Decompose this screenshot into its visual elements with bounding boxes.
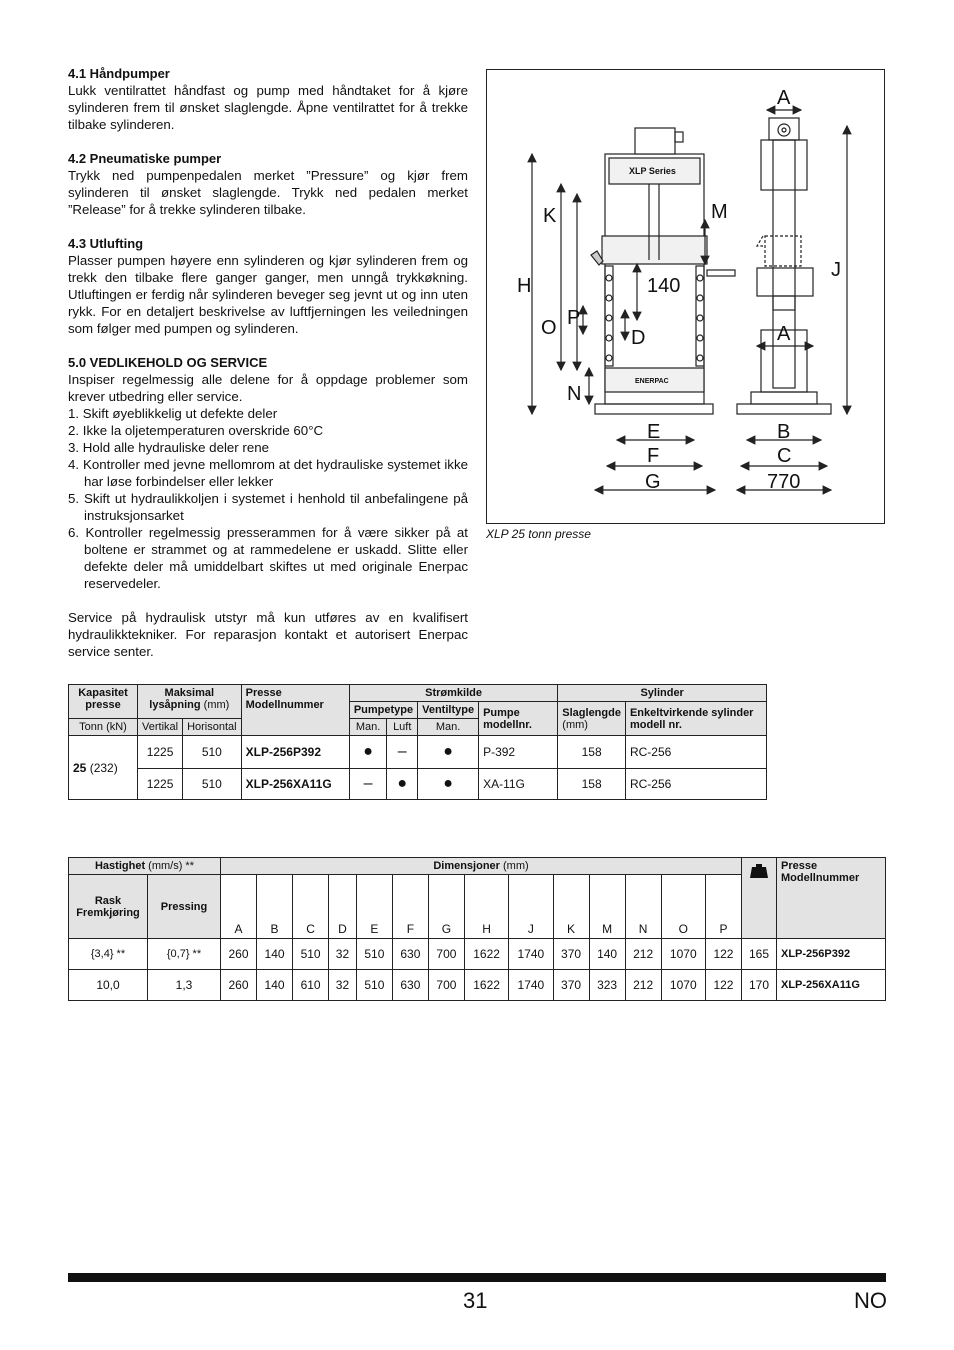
table-cell: 1225 (138, 736, 183, 769)
dim-label-n: N (567, 383, 582, 405)
dim-label-c: C (777, 445, 792, 467)
para-bleeding: Plasser pumpen høyere enn sylinderen og kjør sylinderen frem og trekk den tilbake flere ganger ganger, men unngå trykkøkning. Utluftingen er ferdig når sylinderen beveger seg jevnt ut og inn uten rykk. For en detaljert beskrivelse av luftfjerningen les veiledningen som følger med pumpen og sylinderen. (68, 253, 468, 336)
th-rask: Rask Fremkjøring (69, 875, 148, 939)
table-cell: 370 (553, 939, 589, 970)
dim-label-a-top: A (777, 87, 791, 109)
table-cell: ● (349, 736, 387, 769)
th-dim-col: N (625, 875, 661, 939)
table-cell: 10,0 (69, 970, 148, 1001)
table-cell: 510 (356, 939, 392, 970)
table-cell: {0,7} ** (148, 939, 221, 970)
page-number: 31 (463, 1288, 488, 1313)
enerpac-logo: ENERPAC (635, 378, 669, 385)
table-cell: 1070 (661, 939, 705, 970)
dim-label-b: B (777, 421, 791, 443)
table-cell: ● (418, 736, 479, 769)
th-horisontal: Horisontal (183, 719, 242, 736)
table-cell: 212 (625, 939, 661, 970)
maintenance-list (68, 405, 468, 592)
xlp-logo: XLP Series (629, 166, 676, 176)
dim-label-o: O (541, 317, 557, 339)
table-cell: 510 (183, 736, 242, 769)
th-maksimal (138, 685, 242, 719)
th-dim-col: H (464, 875, 508, 939)
table-cell: 700 (428, 939, 464, 970)
dim-label-a-mid: A (777, 323, 791, 345)
table-cell: – (349, 769, 387, 800)
th-weight (742, 858, 777, 939)
dim-label-m: M (711, 201, 728, 223)
para-pneumatic-pumps: Trykk ned pumpenpedalen merket ”Pressure” og kjør frem sylinderen til ønsket slaglengde. Trykk ned pedalen merket ”Release” for å trekke sylinderen tilbake. (68, 168, 468, 217)
dim-label-140: 140 (647, 275, 681, 297)
th-dim-col: B (257, 875, 293, 939)
para-maintenance: Inspiser regelmessig alle delene for å oppdage problemer som krever utbedring eller service. (68, 372, 468, 404)
th-dim-col: M (589, 875, 625, 939)
th-man: Man. (349, 719, 387, 736)
th-man-valve: Man. (418, 719, 479, 736)
th-luft: Luft (387, 719, 418, 736)
list-item: 1. Skift øyeblikkelig ut defekte deler (68, 406, 278, 421)
table-cell-model: XLP-256XA11G (777, 970, 886, 1001)
dim-label-j: J (831, 259, 841, 281)
table-cell: 32 (329, 970, 357, 1001)
table-cell: 700 (428, 970, 464, 1001)
service-note: Service på hydraulisk utstyr må kun utføres av en kvalifisert hydraulikktekniker. For reparasjon kontakt et autorisert Enerpac service senter. (68, 610, 468, 659)
table-cell: – (387, 736, 418, 769)
th-lysapning-label: lysåpning (149, 699, 201, 711)
dim-label-e: E (647, 421, 661, 443)
th-dim-col: J (509, 875, 553, 939)
table-cell: ● (418, 769, 479, 800)
table-cell-model: XLP-256P392 (777, 939, 886, 970)
table-cell: 630 (392, 939, 428, 970)
list-item: 4. Kontroller med jevne mellomrom at det hydrauliske systemet ikke har løse forbindelser eller lekker (68, 457, 468, 489)
th-enkeltvirkende: Enkeltvirkende sylinder modell nr. (625, 702, 766, 736)
th-hastighet-label: Hastighet (94, 860, 146, 872)
th-dim-col: E (356, 875, 392, 939)
th-tonn: Tonn (kN) (69, 719, 138, 736)
table-cell: 32 (329, 939, 357, 970)
dim-label-p: P (567, 307, 581, 329)
language-code: NO (854, 1288, 887, 1313)
th-kapasitet: Kapasitet presse (69, 685, 138, 719)
table-cell: 158 (558, 736, 626, 769)
table-cell: 610 (293, 970, 329, 1001)
th-hastighet-unit: (mm/s) ** (148, 860, 194, 872)
table-cell: 212 (625, 970, 661, 1001)
th-presse-model: Presse Modellnummer (241, 685, 349, 736)
table-cell: RC-256 (625, 769, 766, 800)
dim-label-f: F (647, 445, 660, 467)
press-drawing (487, 70, 884, 523)
th-dim-col: K (553, 875, 589, 939)
heading-maintenance: 5.0 VEDLIKEHOLD OG SERVICE (68, 355, 268, 370)
th-pressing: Pressing (148, 875, 221, 939)
table-cell: 1070 (661, 970, 705, 1001)
para-hand-pumps: Lukk ventilrattet håndfast og pump med håndtaket for å kjøre sylinderen frem til ønsket slaglengde. Åpne ventilrattet for å trekke tilbake sylinderen. (68, 83, 468, 132)
dimensions-table (68, 857, 886, 1001)
table-cell: ● (387, 769, 418, 800)
table-cell: XA-11G (479, 769, 558, 800)
th-dimensjoner-label: Dimensjoner (433, 860, 500, 872)
table-cell: 122 (705, 970, 741, 1001)
table-cell: 140 (589, 939, 625, 970)
table-cell: 323 (589, 970, 625, 1001)
weight-icon (749, 860, 769, 880)
th-dim-col: D (329, 875, 357, 939)
press-diagram (486, 69, 885, 524)
th-vertikal: Vertikal (138, 719, 183, 736)
th-dimensjoner (221, 858, 742, 875)
table-cell: 1225 (138, 769, 183, 800)
list-item: 6. Kontroller regelmessig presserammen for å være sikker på at boltene er strammet og at rammedelene er uskadd. Slitte eller defekte deler må umiddelbart skiftes ut med originale Enerpac reservedeler. (68, 525, 468, 591)
footer-rule (68, 1273, 886, 1282)
capacity-tonn: 25 (73, 760, 87, 775)
table-cell: 165 (742, 939, 777, 970)
th-dimensjoner-unit: (mm) (503, 860, 529, 872)
th-dim-col: F (392, 875, 428, 939)
table-cell: 1622 (464, 970, 508, 1001)
table-cell: RC-256 (625, 736, 766, 769)
table-cell: 260 (221, 970, 257, 1001)
table-cell: 260 (221, 939, 257, 970)
th-dim-col: P (705, 875, 741, 939)
th-sylinder: Sylinder (558, 685, 767, 702)
table-cell: P-392 (479, 736, 558, 769)
figure-caption: XLP 25 tonn presse (486, 527, 591, 541)
th-maksimal-label: Maksimal (164, 687, 215, 699)
th-pumpetype: Pumpetype (349, 702, 417, 719)
table-cell: 140 (257, 939, 293, 970)
heading-hand-pumps: 4.1 Håndpumper (68, 66, 170, 81)
capacity-table (68, 684, 767, 800)
table-cell: 1622 (464, 939, 508, 970)
heading-bleeding: 4.3 Utlufting (68, 236, 144, 251)
th-pumpe-modell: Pumpe modellnr. (479, 702, 558, 736)
th-mm-unit: (mm) (203, 699, 230, 711)
th-slaglengde-unit: (mm) (562, 718, 588, 731)
th-dim-col: G (428, 875, 464, 939)
dim-label-d: D (631, 327, 646, 349)
th-dim-col: O (661, 875, 705, 939)
table-cell: 170 (742, 970, 777, 1001)
table-cell: {3,4} ** (69, 939, 148, 970)
th-dim-col: C (293, 875, 329, 939)
dim-label-g: G (645, 471, 661, 493)
th-slaglengde-label: Slaglengde (562, 706, 621, 719)
heading-pneumatic-pumps: 4.2 Pneumatiske pumper (68, 151, 222, 166)
th-dim-col: A (221, 875, 257, 939)
table-cell: 1740 (509, 970, 553, 1001)
table-cell: 510 (356, 970, 392, 1001)
list-item: 3. Hold alle hydrauliske deler rene (68, 440, 270, 455)
table-cell: 510 (183, 769, 242, 800)
th-presse-model: Presse Modellnummer (777, 858, 886, 939)
cell-capacity (69, 736, 138, 800)
list-item: 2. Ikke la oljetemperaturen overskride 60°C (68, 423, 324, 438)
table-cell: 140 (257, 970, 293, 1001)
table-cell: 1740 (509, 939, 553, 970)
dim-label-770: 770 (767, 471, 801, 493)
th-ventiltype: Ventiltype (418, 702, 479, 719)
table-cell: 1,3 (148, 970, 221, 1001)
table-cell: 630 (392, 970, 428, 1001)
th-stromkilde: Strømkilde (349, 685, 557, 702)
table-cell: 370 (553, 970, 589, 1001)
list-item: 5. Skift ut hydraulikkoljen i systemet i henhold til anbefalingene på instruksjonsarket (68, 491, 468, 523)
th-slaglengde (558, 702, 626, 736)
table-cell: 158 (558, 769, 626, 800)
table-cell: 510 (293, 939, 329, 970)
dim-label-h: H (517, 275, 532, 297)
th-hastighet (69, 858, 221, 875)
dim-label-k: K (543, 205, 557, 227)
table-cell-model: XLP-256P392 (241, 736, 349, 769)
text-column (68, 65, 468, 677)
capacity-kn: (232) (89, 760, 118, 775)
table-cell: 122 (705, 939, 741, 970)
table-cell-model: XLP-256XA11G (241, 769, 349, 800)
